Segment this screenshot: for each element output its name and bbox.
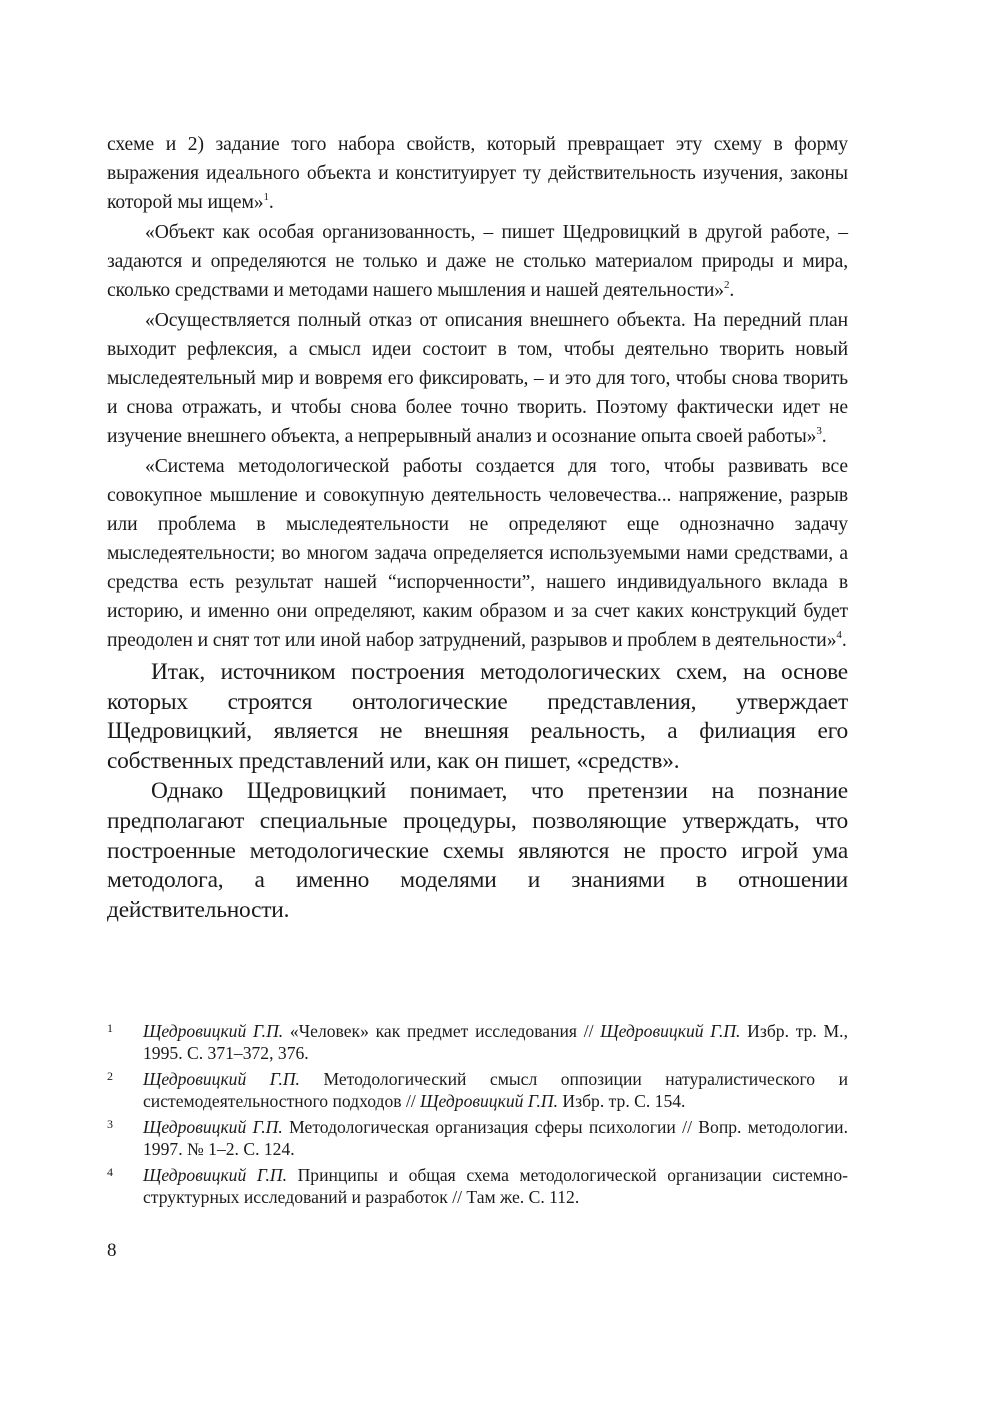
body-paragraph-1: Итак, источником построения методологических схем, на основе которых строятся онтологические представления, утверждает Щедровицкий, является не внешняя реальность, а филиация его собственных представлений или, как он пишет, «средств». <box>107 659 848 774</box>
quote-paragraph-2: «Объект как особая организованность, – пишет Щедровицкий в другой работе, – задаются и определяются не только и даже не столько материалом природы и мира, сколько средствами и методами нашего мышления и нашей деятельности»$^2$. <box>107 222 848 301</box>
footnote-4: 4 Щедровицкий Г.П. Принципы и общая схема методологической организации системно-структурных исследований и разработок // Там же. С. 112. <box>107 1165 848 1207</box>
quote-paragraph-4: «Система методологической работы создается для того, чтобы развивать все совокупное мышление и совокупную деятельность человечества... напряжение, разрыв или проблема в мыследеятельности не определяют еще однозначно задачу мыследеятельности; во многом задача определяется используемыми нами средствами, а средства есть результат нашей “испорченности”, нашего индивидуального вклада в историю, и именно они определяют, каким образом и за счет каких конструкций будет преодолен и снят тот или иной набор затруднений, разрывов и проблем в деятельности»$^4$. <box>107 456 848 651</box>
footnote-author: Щедровицкий Г.П. <box>143 1069 300 1089</box>
footnote-ref-2[interactable]: 2 <box>724 279 730 291</box>
page-number: 8 <box>107 1240 117 1261</box>
footnote-author: Щедровицкий Г.П. <box>143 1021 284 1041</box>
footnote-author: Щедровицкий Г.П. <box>420 1091 559 1111</box>
footnote-author: Щедровицкий Г.П. <box>600 1021 741 1041</box>
footnote-number: 3 <box>107 1117 113 1131</box>
footnote-2: 2 Щедровицкий Г.П. Методологический смысл оппозиции натуралистического и системодеятельностного подходов // Щедровицкий Г.П. Избр. тр. С. 154. <box>107 1069 849 1111</box>
body-paragraph-2: Однако Щедровицкий понимает, что претензии на познание предполагают специальные процедуры, позволяющие утверждать, что построенные методологические схемы являются не просто игрой ума методолога, а именно моделями и знаниями в отношении действительности. <box>107 778 848 923</box>
quote-paragraph-3: «Осуществляется полный отказ от описания внешнего объекта. На передний план выходит рефлексия, а смысл идеи состоит в том, чтобы деятельно творить новый мыследеятельный мир и вовремя его фиксировать, – и это для того, чтобы снова творить и снова отражать, и чтобы снова более точно творить. Поэтому фактически идет не изучение внешнего объекта, а непрерывный анализ и осознание опыта своей работы»$^3$. <box>107 310 848 447</box>
footnote-number: 2 <box>107 1069 113 1083</box>
footnote-ref-4[interactable]: 4 <box>836 629 842 641</box>
footnotes <box>107 1020 848 1212</box>
footnote-number: 4 <box>107 1165 113 1179</box>
footnote-3: 3 Щедровицкий Г.П. Методологическая организация сферы психологии // Вопр. методологии. 1997. № 1–2. С. 124. <box>107 1117 848 1159</box>
footnote-ref-1[interactable]: 1 <box>263 191 269 203</box>
quote-paragraph-1: схеме и 2) задание того набора свойств, который превращает эту схему в форму выражения идеального объекта и конституирует ту действительность изучения, законы которой мы ищем»$^1$. <box>107 134 848 213</box>
footnote-ref-3[interactable]: 3 <box>816 425 822 437</box>
footnote-1: 1 Щедровицкий Г.П. «Человек» как предмет исследования // Щедровицкий Г.П. Избр. тр. М., 1995. С. 371–372, 376. <box>107 1021 848 1063</box>
footnote-author: Щедровицкий Г.П. <box>143 1165 288 1185</box>
footnote-author: Щедровицкий Г.П. <box>143 1117 283 1137</box>
footnote-number: 1 <box>107 1021 113 1035</box>
page-body <box>107 130 848 925</box>
